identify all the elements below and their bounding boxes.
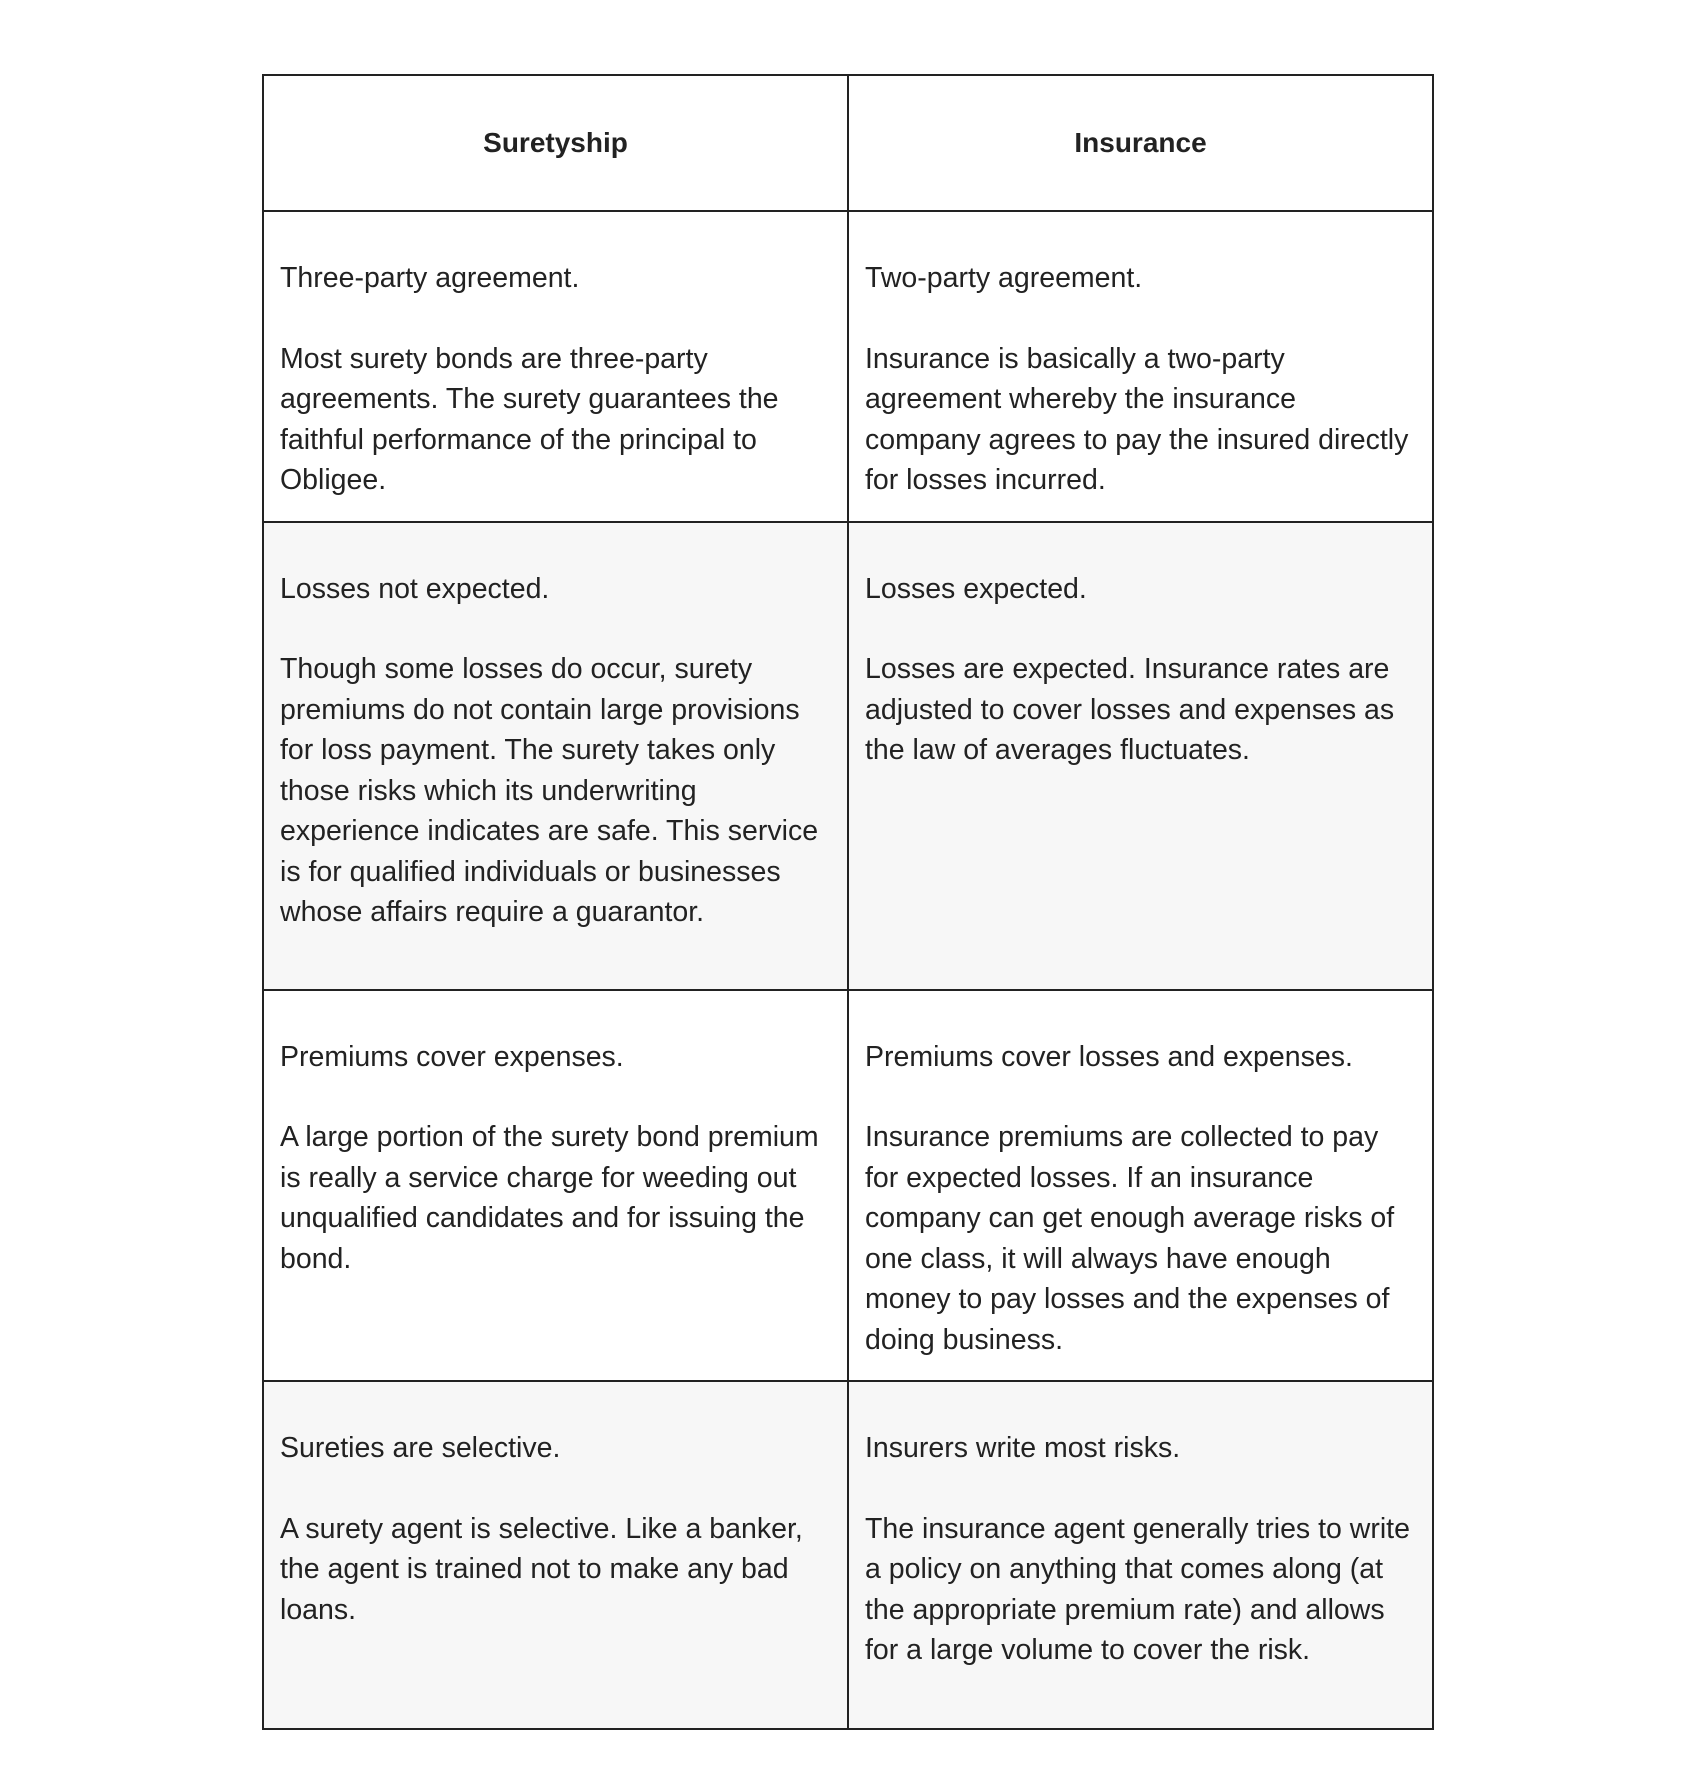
comparison-table: [262, 74, 1434, 1730]
header-suretyship: Suretyship: [263, 75, 848, 211]
cell-title: Insurers write most risks.: [865, 1432, 1181, 1464]
insurance-cell: [848, 211, 1433, 522]
cell-body: The insurance agent generally tries to write a policy on anything that comes along (at the appropriate premium rate) and allows for a large volume to cover the risk.: [865, 1512, 1410, 1666]
cell-body: Though some losses do occur, surety premiums do not contain large provisions for loss payment. The surety takes only those risks which its underwriting experience indicates are safe. This service is for qualified individuals or businesses whose affairs require a guarantor.: [280, 653, 819, 928]
insurance-cell: [848, 1381, 1433, 1729]
suretyship-cell: [263, 990, 848, 1382]
suretyship-cell: [263, 1381, 848, 1729]
cell-body: Most surety bonds are three-party agreements. The surety guarantees the faithful performance of the principal to Obligee.: [280, 342, 779, 496]
suretyship-cell: [263, 522, 848, 990]
cell-body: Insurance premiums are collected to pay for expected losses. If an insurance company can get enough average risks of one class, it will always have enough money to pay losses and the expenses of doing business.: [865, 1121, 1395, 1356]
table-row: [263, 990, 1433, 1382]
cell-title: Premiums cover losses and expenses.: [865, 1040, 1353, 1073]
cell-body: Losses are expected. Insurance rates are adjusted to cover losses and expenses as the law of averages fluctuates.: [865, 653, 1395, 766]
insurance-cell: [848, 990, 1433, 1382]
cell-title: Three-party agreement.: [280, 262, 580, 294]
cell-title: Premiums cover expenses.: [280, 1040, 624, 1073]
cell-title: Losses not expected.: [280, 572, 550, 605]
cell-body: A surety agent is selective. Like a banker, the agent is trained not to make any bad loans.: [280, 1512, 803, 1626]
cell-body: A large portion of the surety bond premium is really a service charge for weeding out unqualified candidates and for issuing the bond.: [280, 1121, 819, 1275]
table-header-row: [263, 75, 1433, 211]
cell-title: Two-party agreement.: [865, 262, 1143, 294]
cell-title: Sureties are selective.: [280, 1432, 561, 1464]
header-insurance: Insurance: [848, 75, 1433, 211]
cell-body: Insurance is basically a two-party agreement whereby the insurance company agrees to pay the insured directly for losses incurred.: [865, 342, 1409, 496]
cell-title: Losses expected.: [865, 572, 1087, 605]
document-page: [262, 74, 1434, 1730]
table-row: [263, 522, 1433, 990]
table-row: [263, 211, 1433, 522]
suretyship-cell: [263, 211, 848, 522]
table-row: [263, 1381, 1433, 1729]
insurance-cell: [848, 522, 1433, 990]
